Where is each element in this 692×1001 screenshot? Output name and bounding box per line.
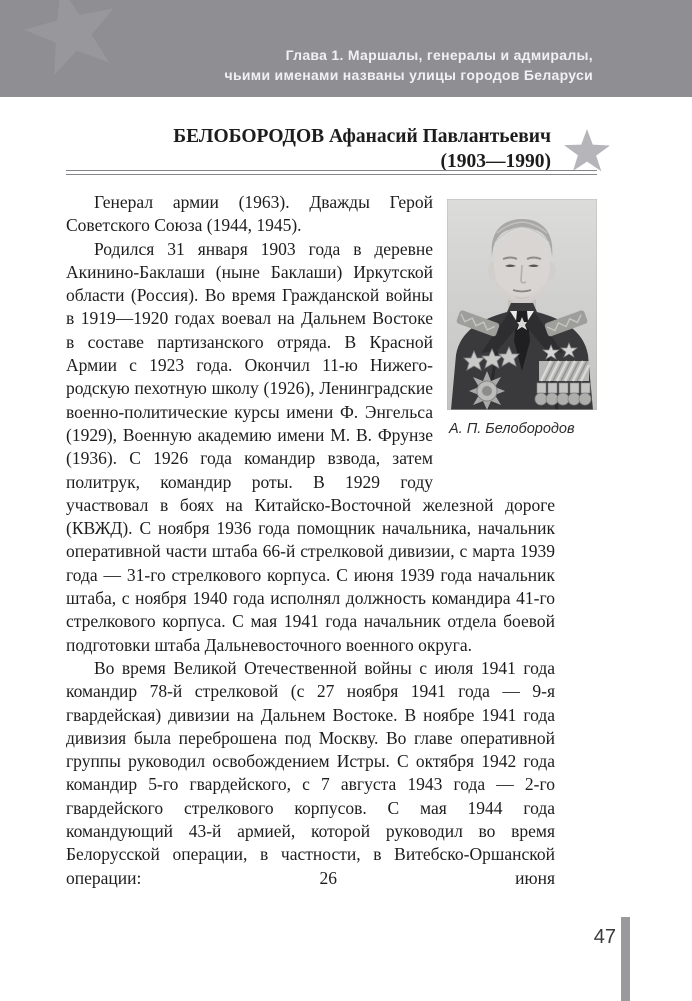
article-paragraph-1: Генерал армии (1963). Дважды Герой Советского Союза (1944, 1945). bbox=[66, 192, 433, 236]
portrait-photo bbox=[447, 199, 597, 410]
chapter-header-bar bbox=[0, 0, 692, 97]
portrait-figure bbox=[447, 199, 597, 438]
article-paragraph-2: Родился 31 января 1903 года в деревне Акинино-Баклаши (ныне Баклаши) Иркутской области (Россия). Во время Гражданской войны в 1919—1920 годах воевал на Дальнем Востоке в составе партизанского отряда. В Красной Армии с 1923 года. Окончил 11-ю Нижегородскую пехотную школу (1926), Ленинградские военно-политические курсы имени Ф. Энгельса (1929), Военную академию имени М. В. Фрунзе (1936). С 1926 года командир взвода, затем политрук, командир роты. В 1929 году участвовал в боях на Китайско-Восточной железной дороге (КВЖД). С ноября 1936 года помощник начальника, начальник оперативной части штаба 66-й стрелковой дивизии, с марта 1939 года — 31-го стрелкового корпуса. С июня 1939 года начальник штаба, с ноября 1940 года исполнял должность командира 41-го стрелкового корпуса. С мая 1941 года начальник отдела боевой подготовки штаба Дальневосточного военного округа. bbox=[66, 238, 555, 655]
chapter-heading-line2: чьими именами названы улицы городов Беларуси bbox=[224, 67, 593, 83]
page-number: 47 bbox=[593, 926, 616, 948]
article-title bbox=[173, 124, 551, 174]
chapter-heading-line1: Глава 1. Маршалы, генералы и адмиралы, bbox=[285, 47, 593, 63]
title-divider-rule bbox=[66, 170, 597, 175]
article-paragraph-3: Во время Великой Отечественной войны с июля 1941 года командир 78-й стрелковой (с 27 ноября 1941 года — 9-я гвардейская) дивизии на Дальнем Востоке. В ноябре 1941 года дивизия была переброшена под Москву. Во главе оперативной группы руководил освобождением Истры. С октября 1942 года командир 5-го гвардейского, с 7 августа 1943 года — 2-го гвардейского стрелкового корпусов. С мая 1944 года командующий 43-й армией, которой руководил во время Белорусской операции, в частности, в Витебско-Оршанской операции: 26 июня bbox=[66, 657, 555, 888]
star-watermark-icon bbox=[14, 0, 129, 88]
page-number-bar bbox=[621, 917, 630, 1001]
article-title-block bbox=[65, 124, 611, 174]
person-name: БЕЛОБОРОДОВ Афанасий Павлантьевич bbox=[173, 126, 551, 147]
photo-caption: А. П. Белобородов bbox=[449, 421, 575, 437]
article-body bbox=[66, 191, 575, 890]
star-icon bbox=[563, 129, 611, 175]
person-years: (1903—1990) bbox=[440, 151, 551, 172]
chapter-heading bbox=[225, 45, 593, 85]
